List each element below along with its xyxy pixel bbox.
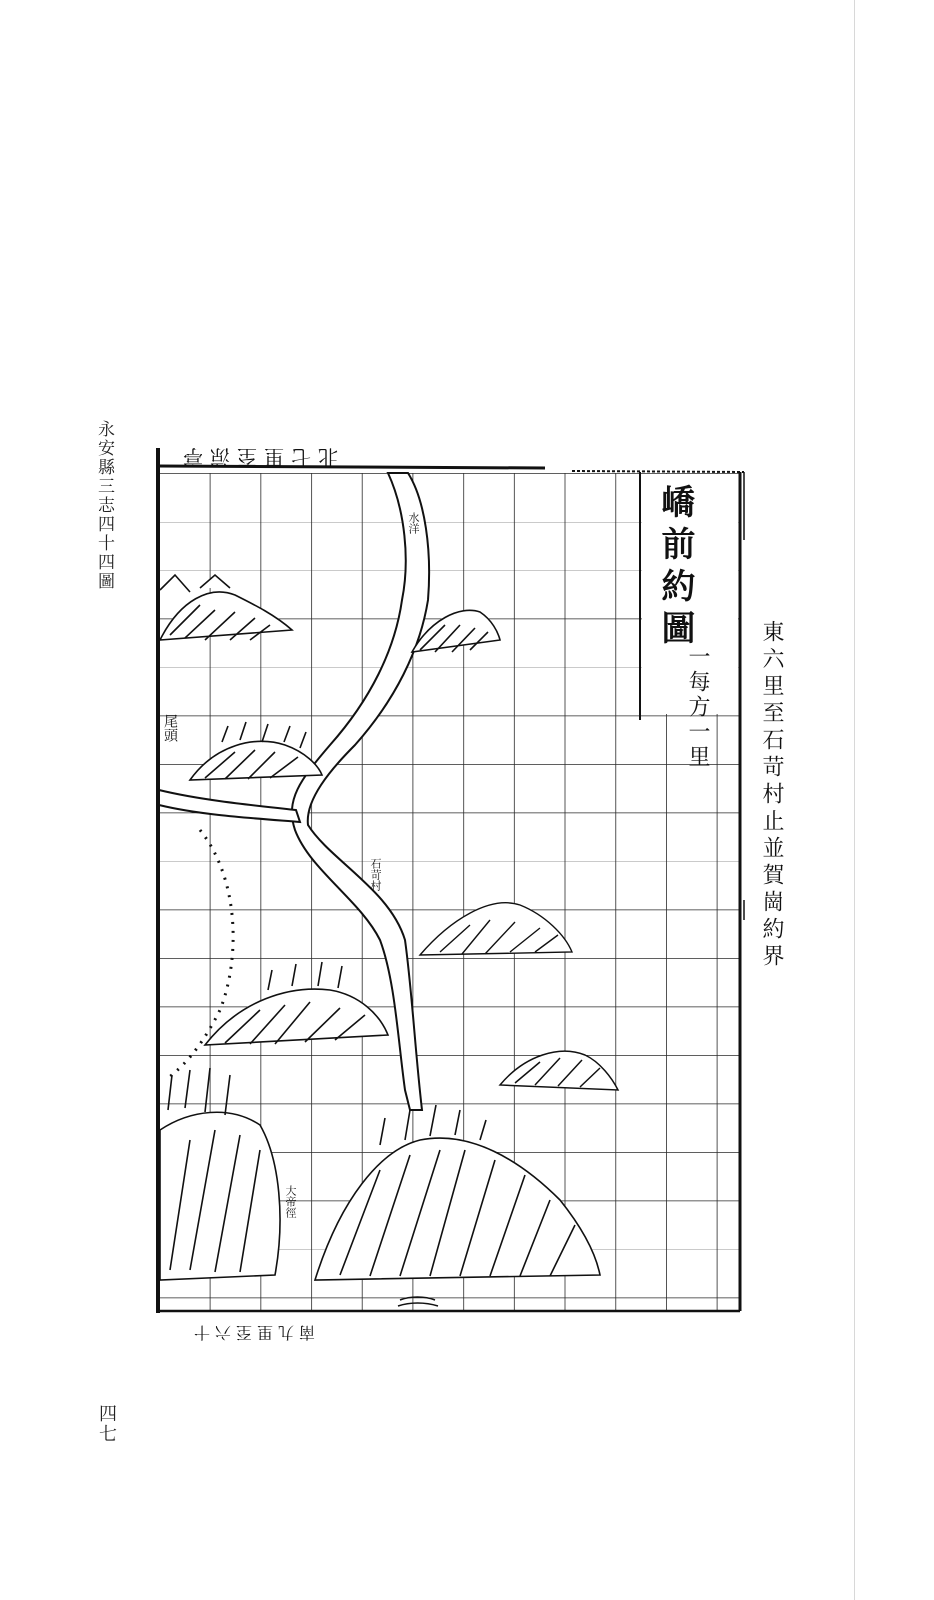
village-label-west: 尾頭 <box>162 714 178 742</box>
scale-note: 一每方一里 <box>685 645 710 770</box>
page-number: 四七 <box>96 1404 117 1444</box>
village-label-south: 大帝徑 <box>284 1185 297 1218</box>
south-boundary-label: 南九里至六十 <box>188 1323 315 1342</box>
village-label-center: 石苛村 <box>369 858 382 891</box>
east-boundary-label: 東六里至石苛村止並賀崗約界 <box>759 620 784 971</box>
book-side-title: 永安縣三志四十四圖 <box>94 420 114 591</box>
map-title: 嶠前約圖 <box>655 484 695 652</box>
river-label: 水洋 <box>407 512 420 534</box>
north-boundary-label: 北七里至涼亭 <box>176 445 338 469</box>
